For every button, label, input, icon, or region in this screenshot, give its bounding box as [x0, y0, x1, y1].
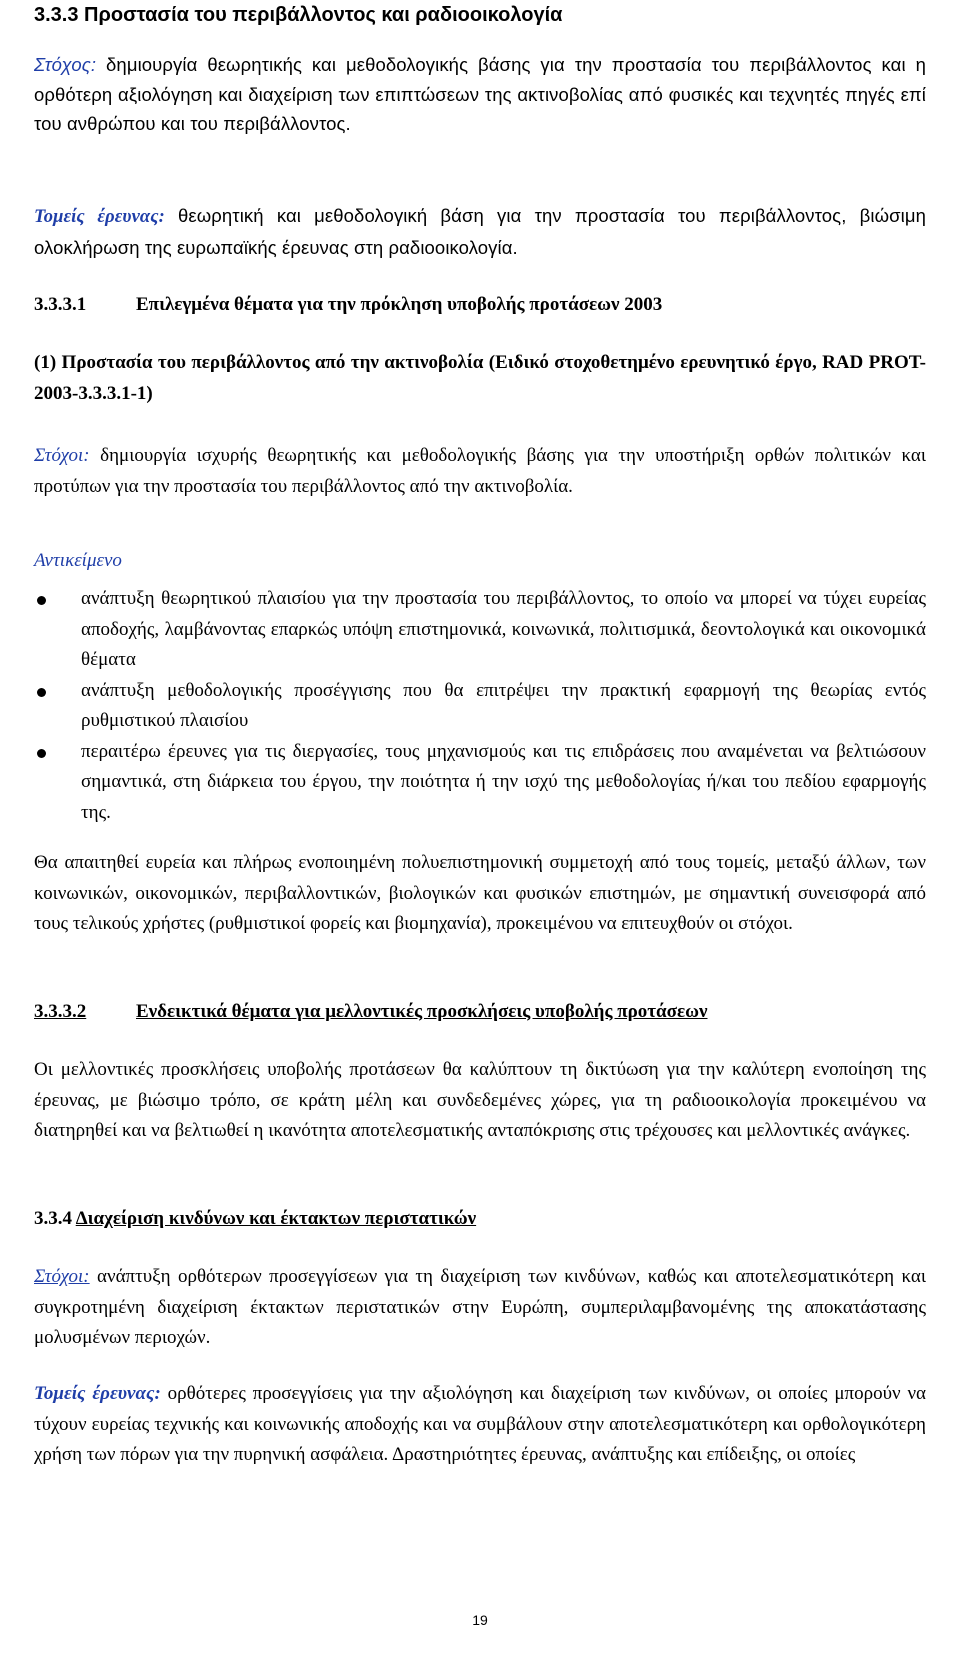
section-title-3-3-3: 3.3.3 Προστασία του περιβάλλοντος και ραδιοοικολογία	[34, 4, 563, 26]
bullet-icon	[37, 596, 46, 605]
subsection-heading-3-3-3-2	[34, 997, 926, 1027]
object-label: Αντικείμενο	[34, 550, 122, 571]
subsection-title: Επιλεγμένα θέματα για την πρόκληση υποβολής προτάσεων 2003	[136, 294, 663, 315]
list-item: ανάπτυξη μεθοδολογικής προσέγγισης που θα επιτρέψει την πρακτική εφαρμογή της θεωρίας εντός ρυθμιστικού πλαισίου	[34, 676, 926, 737]
research-areas-label: Τομείς έρευνας:	[34, 207, 165, 227]
bullet-icon	[37, 749, 46, 758]
risk-goals-label: Στόχοι:	[34, 1266, 90, 1287]
risk-research-paragraph	[34, 1379, 926, 1471]
section-heading-3-3-4	[34, 1204, 926, 1234]
bullet-icon	[37, 688, 46, 697]
risk-research-text: ορθότερες προσεγγίσεις για την αξιολόγηση και διαχείριση των κινδύνων, οι οποίες μπορούν να τύχουν ευρείας τεχνικής και κοινωνικής αποδοχής και να συμβάλουν στην αποτελεσματικότερη και ορθολογικότερη χρήση των πόρων για την πυρηνική ασφάλεια. Δραστηριότητες έρευνας, ανάπτυξης και επίδειξης, οι οποίες	[34, 1383, 926, 1465]
subsection-number: 3.3.3.2	[34, 1001, 87, 1022]
page-number: 19	[472, 1612, 488, 1628]
goal-text: δημιουργία θεωρητικής και μεθοδολογικής βάσης για την προστασία του περιβάλλοντος και η ορθότερη αξιολόγηση και διαχείριση των επιπτώσεων της ακτινοβολίας από φυσικές και τεχνητές πηγές επί του ανθρώπου και του περιβάλλοντος.	[34, 54, 926, 134]
topic-heading: (1) Προστασία του περιβάλλοντος από την ακτινοβολία (Ειδικό στοχοθετημένο ερευνητικό έργο, RAD PROT-2003-3.3.3.1-1)	[34, 352, 926, 404]
research-areas-text: θεωρητική και μεθοδολογική βάση για την προστασία του περιβάλλοντος, βιώσιμη ολοκλήρωση της ευρωπαϊκής έρευνας στη ραδιοοικολογία.	[34, 205, 926, 258]
list-item: ανάπτυξη θεωρητικού πλαισίου για την προστασία του περιβάλλοντος, το οποίο να μπορεί να τύχει ευρείας αποδοχής, λαμβάνοντας επαρκώς υπόψη επιστημονικά, κοινωνικά, πολιτισμικά, δεοντολογικά και οικονομικά θέματα	[34, 584, 926, 676]
subsection-number: 3.3.3.1	[34, 294, 87, 315]
subsection-title: Ενδεικτικά θέματα για μελλοντικές προσκλήσεις υποβολής προτάσεων	[136, 1001, 708, 1022]
goal-paragraph	[34, 50, 926, 139]
section-title: Διαχείριση κινδύνων και έκτακτων περιστατικών	[75, 1208, 477, 1229]
topic-goals-text: δημιουργία ισχυρής θεωρητικής και μεθοδολογικής βάσης για την υποστήριξη ορθών πολιτικών και προτύπων για την προστασία του περιβάλλοντος από την ακτινοβολία.	[34, 445, 926, 497]
risk-goals-paragraph	[34, 1262, 926, 1354]
participation-paragraph: Θα απαιτηθεί ευρεία και πλήρως ενοποιημένη πολυεπιστημονική συμμετοχή από τους τομείς, μεταξύ άλλων, των κοινωνικών, οικονομικών, περιβαλλοντικών, βιολογικών και φυσικών επιστημών, με σημαντική συνεισφορά από τους τελικούς χρήστες (ρυθμιστικοί φορείς και βιομηχανία), προκειμένου να επιτευχθούν οι στόχοι.	[34, 852, 926, 934]
subsection-heading-3-3-3-1	[34, 290, 926, 320]
risk-goals-text: ανάπτυξη ορθότερων προσεγγίσεων για τη διαχείριση των κινδύνων, καθώς και αποτελεσματικότερη και συγκροτημένη διαχείριση έκτακτων περιστατικών στην Ευρώπη, συμπεριλαμβανομένης της αποκατάστασης μολυσμένων περιοχών.	[34, 1266, 926, 1348]
goal-label: Στόχος:	[34, 54, 97, 75]
topic-goals-paragraph	[34, 441, 926, 502]
research-areas-paragraph	[34, 201, 926, 262]
topic-goals-label: Στόχοι:	[34, 445, 90, 466]
future-calls-paragraph: Οι μελλοντικές προσκλήσεις υποβολής προτάσεων θα καλύπτουν τη δικτύωση για την καλύτερη ενοποίηση της έρευνας, με βιώσιμο τρόπο, σε κράτη μέλη και συνδεδεμένες χώρες, για τη ραδιοοικολογία προκειμένου να διατηρηθεί και να βελτιωθεί η ικανότητα αποτελεσματικής ανταπόκρισης στις τρέχουσες και μελλοντικές ανάγκες.	[34, 1059, 926, 1141]
object-bullet-list	[34, 584, 926, 828]
section-number: 3.3.4	[34, 1208, 76, 1229]
risk-research-label: Τομείς έρευνας:	[34, 1383, 161, 1404]
list-item: περαιτέρω έρευνες για τις διεργασίες, τους μηχανισμούς και τις επιδράσεις που αναμένεται να βελτιώσουν σημαντικά, στη διάρκεια του έργου, την ποιότητα ή την ισχύ της μεθοδολογίας ή/και του πεδίου εφαρμογής της.	[34, 737, 926, 829]
